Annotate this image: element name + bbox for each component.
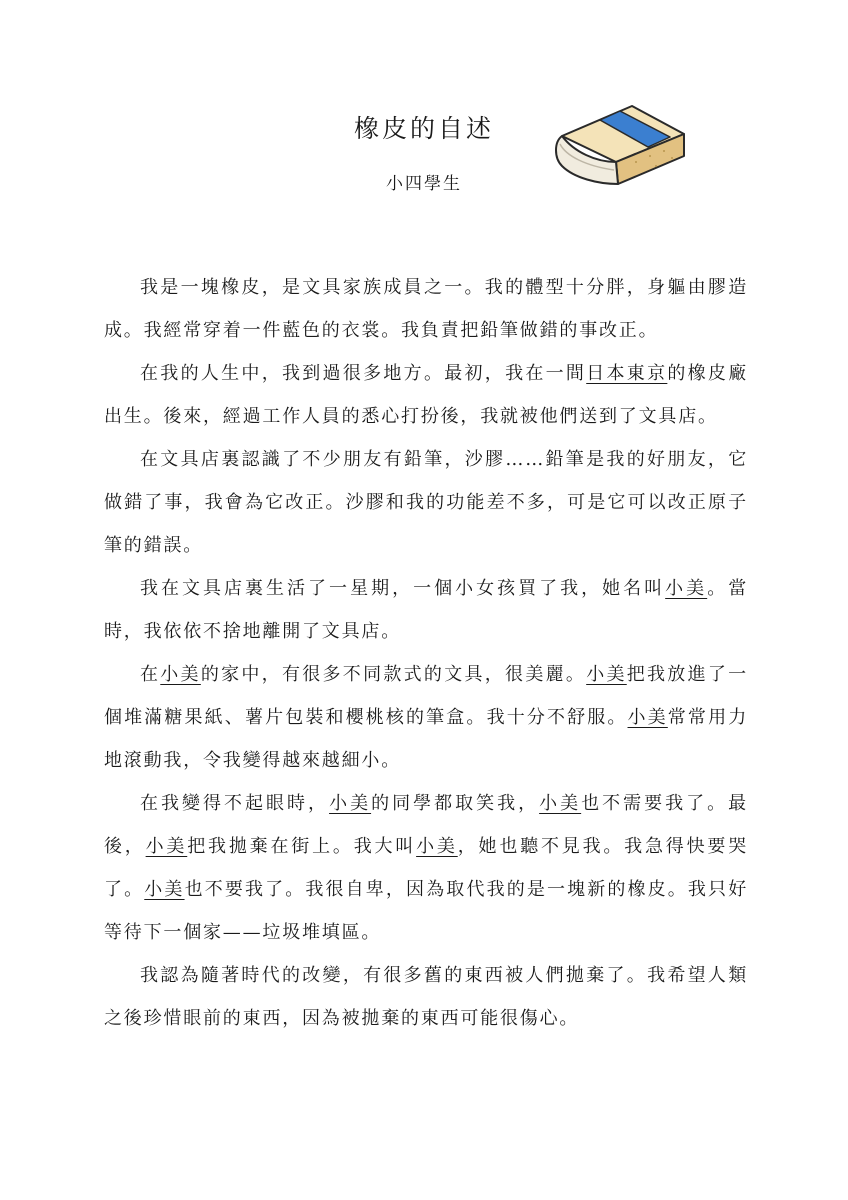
essay-author: 小四學生 [386, 174, 462, 194]
proper-noun: 日本東京 [586, 363, 668, 384]
text-run: 在我的人生中，我到過很多地方。最初，我在一間 [140, 363, 587, 384]
text-run: 把我拋棄在街上。我大叫 [187, 836, 417, 857]
text-run: 也不需要我了。最後， [104, 793, 748, 857]
proper-noun: 小美 [627, 707, 668, 728]
proper-noun: 小美 [145, 836, 188, 857]
paragraph-6 [104, 782, 748, 954]
paragraph-2 [104, 352, 748, 438]
proper-noun: 小美 [416, 836, 458, 857]
text-run: 我在文具店裏生活了一星期，一個小女孩買了我，她名叫 [140, 578, 666, 599]
paragraph-4 [104, 567, 748, 653]
text-run: 把我放進了一個堆滿糖果紙、薯片包裝和櫻桃核的筆盒。我十分不舒服。 [104, 664, 748, 728]
text-run: 。當時，我依依不捨地離開了文具店。 [104, 578, 748, 642]
proper-noun: 小美 [539, 793, 582, 814]
text-run: 的同學都取笑我， [371, 793, 540, 814]
text-run: 常常用力地滾動我，令我變得越來越細小。 [104, 707, 749, 771]
text-run: 我是一塊橡皮，是文具家族成員之一。我的體型十分胖，身軀由膠造成。我經常穿着一件藍色的衣裳。我負責把鉛筆做錯的事改正。 [104, 277, 748, 341]
text-run: 在文具店裏認識了不少朋友有鉛筆，沙膠……鉛筆是我的好朋友，它做錯了事，我會為它改正。沙膠和我的功能差不多，可是它可以改正原子筆的錯誤。 [104, 449, 748, 556]
proper-noun: 小美 [665, 578, 708, 599]
text-run: 我認為隨著時代的改變，有很多舊的東西被人們拋棄了。我希望人類之後珍惜眼前的東西，因為被拋棄的東西可能很傷心。 [104, 965, 748, 1029]
paragraph-3 [104, 438, 748, 567]
text-run: 也不要我了。我很自卑，因為取代我的是一塊新的橡皮。我只好等待下一個家——垃圾堆填區。 [104, 879, 748, 943]
proper-noun: 小美 [586, 664, 627, 685]
proper-noun: 小美 [144, 879, 185, 900]
text-run: ，她也聽不見我。我急得快要哭了。 [104, 836, 749, 900]
paragraph-5 [104, 653, 748, 782]
paragraph-7 [104, 954, 748, 1040]
text-run: 的家中，有很多不同款式的文具，很美麗。 [200, 664, 587, 685]
proper-noun: 小美 [160, 664, 201, 685]
proper-noun: 小美 [329, 793, 372, 814]
eraser-icon [552, 100, 692, 188]
text-run: 的橡皮廠出生。後來，經過工作人員的悉心打扮後，我就被他們送到了文具店。 [104, 363, 749, 427]
essay-title: 橡皮的自述 [353, 114, 494, 143]
text-run: 在我變得不起眼時， [140, 793, 330, 814]
essay-body [104, 266, 748, 1040]
text-run: 在 [140, 664, 161, 685]
paragraph-1 [104, 266, 748, 352]
